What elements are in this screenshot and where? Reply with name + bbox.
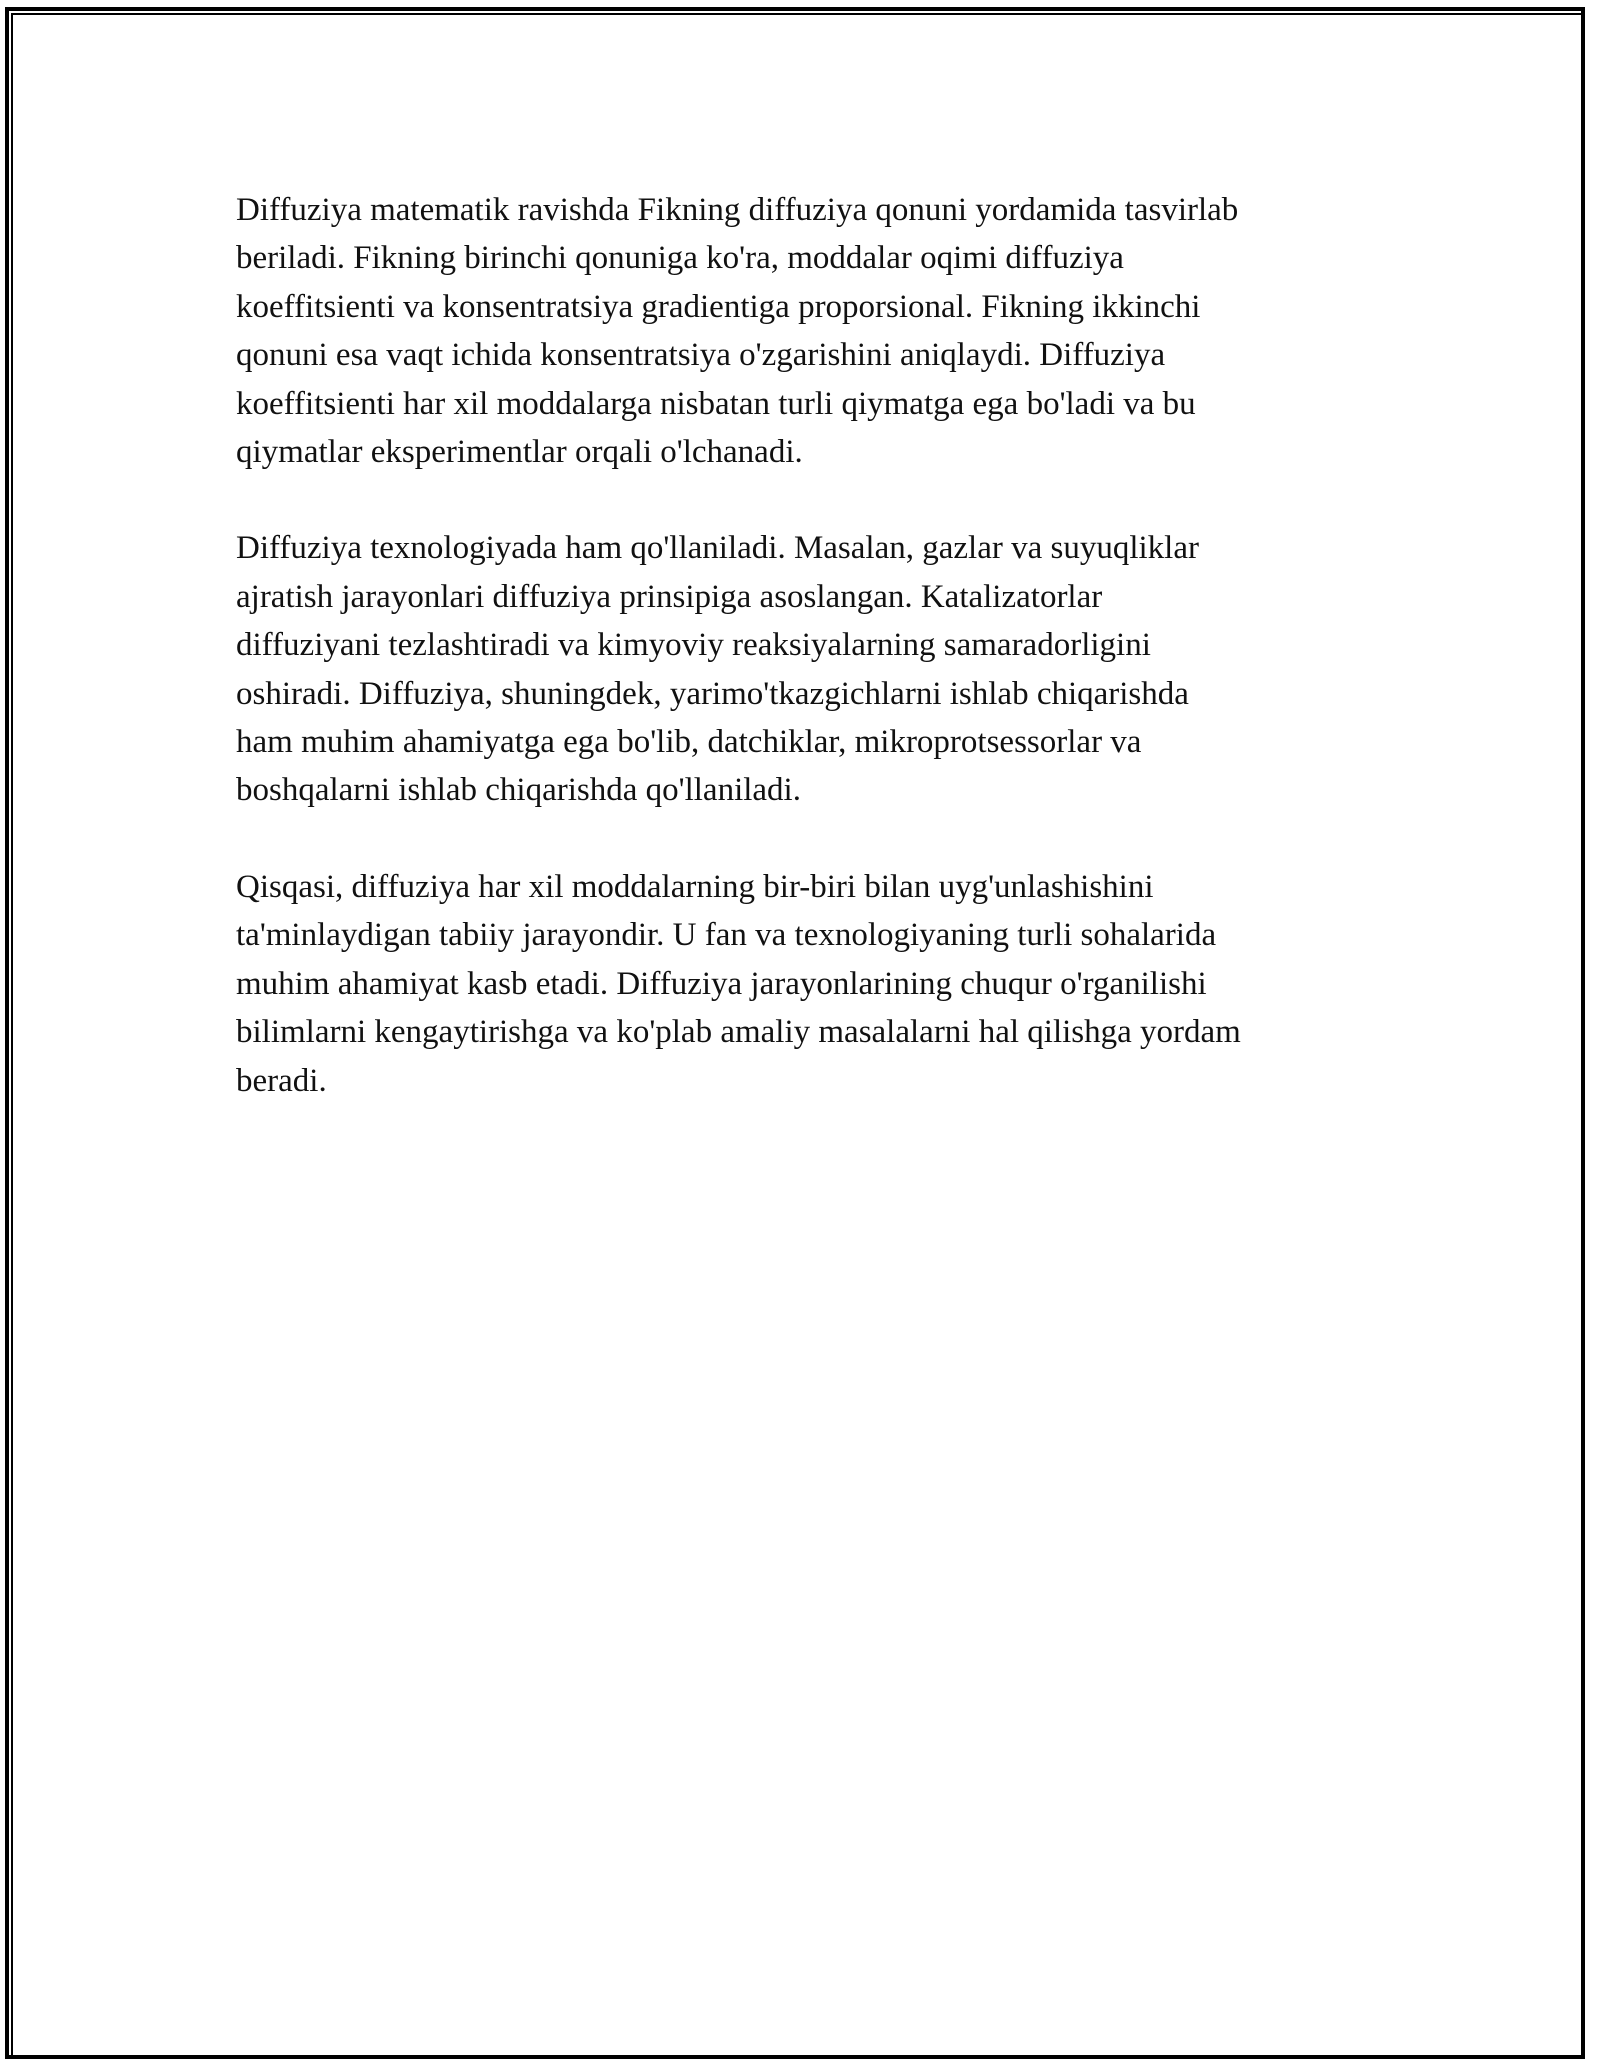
document-body: [236, 186, 1366, 1153]
paragraph-summary: Qisqasi, diffuziya har xil moddalarning bir-biri bilan uyg'unlashishini ta'minlaydigan tabiiy jarayondir. U fan va texnologiyaning turli sohalarida muhim ahamiyat kasb etadi. Diffuziya jarayonlarining chuqur o'rganilishi bilimlarni kengaytirishga va ko'plab amaliy masalalarni hal qilishga yordam beradi.: [236, 868, 1241, 1099]
paragraph-technology: Diffuziya texnologiyada ham qo'llaniladi. Masalan, gazlar va suyuqliklar ajratish jarayonlari diffuziya prinsipiga asoslangan. Katalizatorlar diffuziyani tezlashtiradi va kimyoviy reaksiyalarning samaradorligini oshiradi. Diffuziya, shuningdek, yarimo'tkazgichlarni ishlab chiqarishda ham muhim ahamiyatga ega bo'lib, datchiklar, mikroprotsessorlar va boshqalarni ishlab chiqarishda qo'llaniladi.: [236, 530, 1199, 809]
paragraph-fick-law: Diffuziya matematik ravishda Fikning diffuziya qonuni yordamida tasvirlab beriladi. Fikning birinchi qonuniga ko'ra, moddalar oqimi diffuziya koeffitsienti va konsentratsiya gradientiga proporsional. Fikning ikkinchi qonuni esa vaqt ichida konsentratsiya o'zgarishini aniqlaydi. Diffuziya koeffitsienti har xil moddalarga nisbatan turli qiymatga ega bo'ladi va bu qiymatlar eksperimentlar orqali o'lchanadi.: [236, 192, 1239, 471]
